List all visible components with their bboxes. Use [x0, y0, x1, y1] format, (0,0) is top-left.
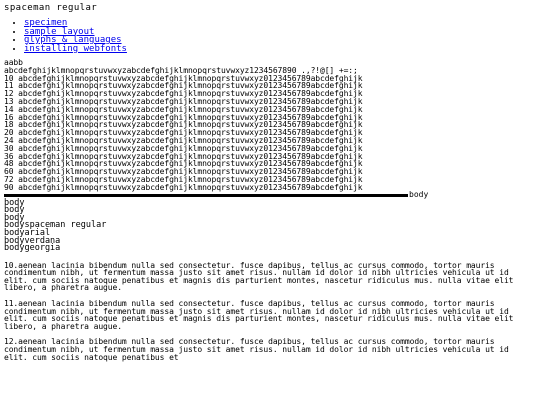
horizontal-rule: [4, 194, 408, 197]
glyph-line-size-60: 60 abcdefghijklmnopqrstuvwxyzabcdefghijklmnopqrstuvwxyz0123456789abcdefghijk: [4, 167, 363, 177]
nav-link-glyphs-languages[interactable]: glyphs & languages: [24, 35, 122, 45]
glyph-line-aabb: aabb: [4, 58, 23, 67]
glyph-line-size-14: 14 abcdefghijklmnopqrstuvwxyzabcdefghijklmnopqrstuvwxyz0123456789abcdefghijk: [4, 104, 363, 114]
glyph-line-size-72: 72 abcdefghijklmnopqrstuvwxyzabcdefghijklmnopqrstuvwxyz0123456789abcdefghijk: [4, 174, 363, 184]
paragraph-size-10: 10.aenean lacinia bibendum nulla sed consectetur. fusce dapibus, tellus ac cursus commodo, tortor mauris condimentum nibh, ut fermentum massa justo sit amet risus. nullam id dolor id nibh ultricies vehicula ut id elit. cum sociis natoque penatibus et magnis dis parturient montes, nascetur ridiculus mus. nulla vitae elit libero, a pharetra augue.: [4, 260, 514, 293]
sample-georgia: bodygeorgia: [4, 243, 61, 254]
glyph-line-size-13: 13 abcdefghijklmnopqrstuvwxyzabcdefghijklmnopqrstuvwxyz0123456789abcdefghijk: [4, 96, 363, 106]
sample-spaceman: bodyspaceman regular: [4, 220, 107, 231]
glyph-line-size-10: 10 abcdefghijklmnopqrstuvwxyzabcdefghijklmnopqrstuvwxyz0123456789abcdefghijk: [4, 73, 363, 83]
glyph-line-size-11: 11 abcdefghijklmnopqrstuvwxyzabcdefghijklmnopqrstuvwxyz0123456789abcdefghijk: [4, 81, 363, 91]
sample-arial: bodyarial: [4, 227, 51, 238]
glyph-line-size-12: 12 abcdefghijklmnopqrstuvwxyzabcdefghijklmnopqrstuvwxyz0123456789abcdefghijk: [4, 89, 363, 99]
glyph-line-size-36: 36 abcdefghijklmnopqrstuvwxyzabcdefghijklmnopqrstuvwxyz0123456789abcdefghijk: [4, 151, 363, 161]
page-title: spaceman regular: [4, 3, 98, 13]
nav-item-specimen: [24, 19, 536, 28]
glyph-line-charset: abcdefghijklmnopqrstuvwxyzabcdefghijklmnopqrstuvwxyz1234567890 .,?!@[] +=:;: [4, 65, 358, 75]
nav-item-installing: [24, 45, 536, 54]
glyph-waterfall: [4, 59, 536, 192]
rule-row: [4, 189, 536, 200]
rule-label: body: [409, 189, 429, 199]
nav-link-installing-webfonts[interactable]: installing webfonts: [24, 43, 127, 54]
glyph-line-size-90: 90 abcdefghijklmnopqrstuvwxyzabcdefghijklmnopqrstuvwxyz0123456789abcdefghijk: [4, 182, 363, 192]
nav-link-sample-layout[interactable]: sample layout: [24, 26, 95, 37]
nav-link-specimen[interactable]: specimen: [24, 18, 68, 28]
glyph-line-size-16: 16 abcdefghijklmnopqrstuvwxyzabcdefghijklmnopqrstuvwxyz0123456789abcdefghijk: [4, 112, 363, 122]
paragraph-size-11: 11.aenean lacinia bibendum nulla sed consectetur. fusce dapibus, tellus ac cursus commodo, tortor mauris condimentum nibh, ut fermentum massa justo sit amet risus. nullam id dolor id nibh ultricies vehicula ut id elit. cum sociis natoque penatibus et magnis dis parturient montes, nascetur ridiculus mus. nulla vitae elit libero, a pharetra augue.: [4, 299, 514, 331]
sample-body-3: body: [4, 212, 25, 223]
sample-body-2: body: [4, 205, 25, 216]
glyph-line-size-48: 48 abcdefghijklmnopqrstuvwxyzabcdefghijklmnopqrstuvwxyz0123456789abcdefghijk: [4, 159, 363, 169]
glyph-line-size-30: 30 abcdefghijklmnopqrstuvwxyzabcdefghijklmnopqrstuvwxyz0123456789abcdefghijk: [4, 143, 363, 153]
font-samples: [4, 197, 536, 254]
nav-list: [4, 19, 536, 53]
paragraph-size-12: 12.aenean lacinia bibendum nulla sed consectetur. fusce dapibus, tellus ac cursus commodo, tortor mauris condimentum nibh, ut fermentum massa justo sit amet risus. nullam id dolor id nibh ultricies vehicula ut id elit. cum sociis natoque penatibus et: [4, 337, 509, 362]
sample-verdana: bodyverdana: [4, 235, 61, 246]
glyph-line-size-18: 18 abcdefghijklmnopqrstuvwxyzabcdefghijklmnopqrstuvwxyz0123456789abcdefghijk: [4, 120, 363, 130]
glyph-line-size-24: 24 abcdefghijklmnopqrstuvwxyzabcdefghijklmnopqrstuvwxyz0123456789abcdefghijk: [4, 135, 363, 145]
glyph-line-size-20: 20 abcdefghijklmnopqrstuvwxyzabcdefghijklmnopqrstuvwxyz0123456789abcdefghijk: [4, 128, 363, 138]
sample-body-1: body: [4, 197, 25, 208]
